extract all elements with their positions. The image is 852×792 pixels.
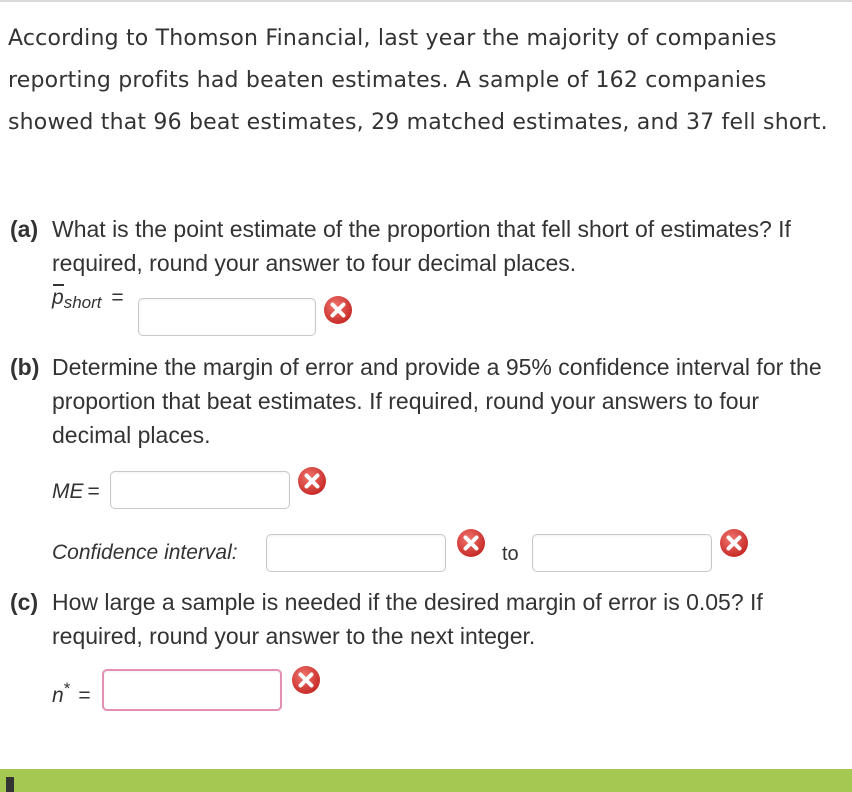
ci-lower-input[interactable] <box>266 534 446 572</box>
margin-of-error-input[interactable] <box>110 471 290 509</box>
part-a-text: What is the point estimate of the proportion that fell short of estimates? If required, round your answer to four decimal places. <box>52 216 791 276</box>
me-label <box>52 480 100 504</box>
n-superscript: * <box>63 679 71 698</box>
part-b-text: Determine the margin of error and provide a 95% confidence interval for the proportion that beat estimates. If required, round your answers to four decimal places. <box>52 354 822 448</box>
part-a-question <box>10 212 840 280</box>
incorrect-x-icon <box>297 466 327 496</box>
top-divider <box>0 0 852 2</box>
ci-upper-input[interactable] <box>532 534 712 572</box>
problem-intro: According to Thomson Financial, last year the majority of companies reporting profits had beaten estimates. A sample of 162 companies showed that 96 beat estimates, 29 matched estimates, and 37 fell short. <box>8 26 828 135</box>
n-star-label <box>52 679 91 708</box>
equals-sign: = <box>78 684 91 707</box>
n-symbol: n <box>52 684 64 707</box>
part-c-question <box>10 585 840 653</box>
p-symbol: p <box>52 286 64 309</box>
p-short-input[interactable] <box>138 298 316 336</box>
equals-sign: = <box>111 286 124 309</box>
feedback-bar-marker <box>6 777 14 792</box>
part-b-tag: (b) <box>10 354 40 380</box>
me-symbol: ME <box>52 480 84 503</box>
incorrect-x-icon <box>323 295 353 325</box>
part-b-question <box>10 350 840 452</box>
part-c-tag: (c) <box>10 589 39 615</box>
p-subscript: short <box>63 293 102 312</box>
incorrect-x-icon <box>291 665 321 695</box>
sample-size-input[interactable] <box>102 669 282 711</box>
p-short-label <box>52 286 124 310</box>
confidence-interval-label: Confidence interval: <box>52 541 238 564</box>
equals-sign: = <box>87 480 100 503</box>
part-c-text: How large a sample is needed if the desired margin of error is 0.05? If required, round your answer to the next integer. <box>52 589 763 649</box>
feedback-bar <box>0 769 852 792</box>
incorrect-x-icon <box>456 528 486 558</box>
part-a-tag: (a) <box>10 216 39 242</box>
incorrect-x-icon <box>719 528 749 558</box>
to-label: to <box>502 543 519 565</box>
